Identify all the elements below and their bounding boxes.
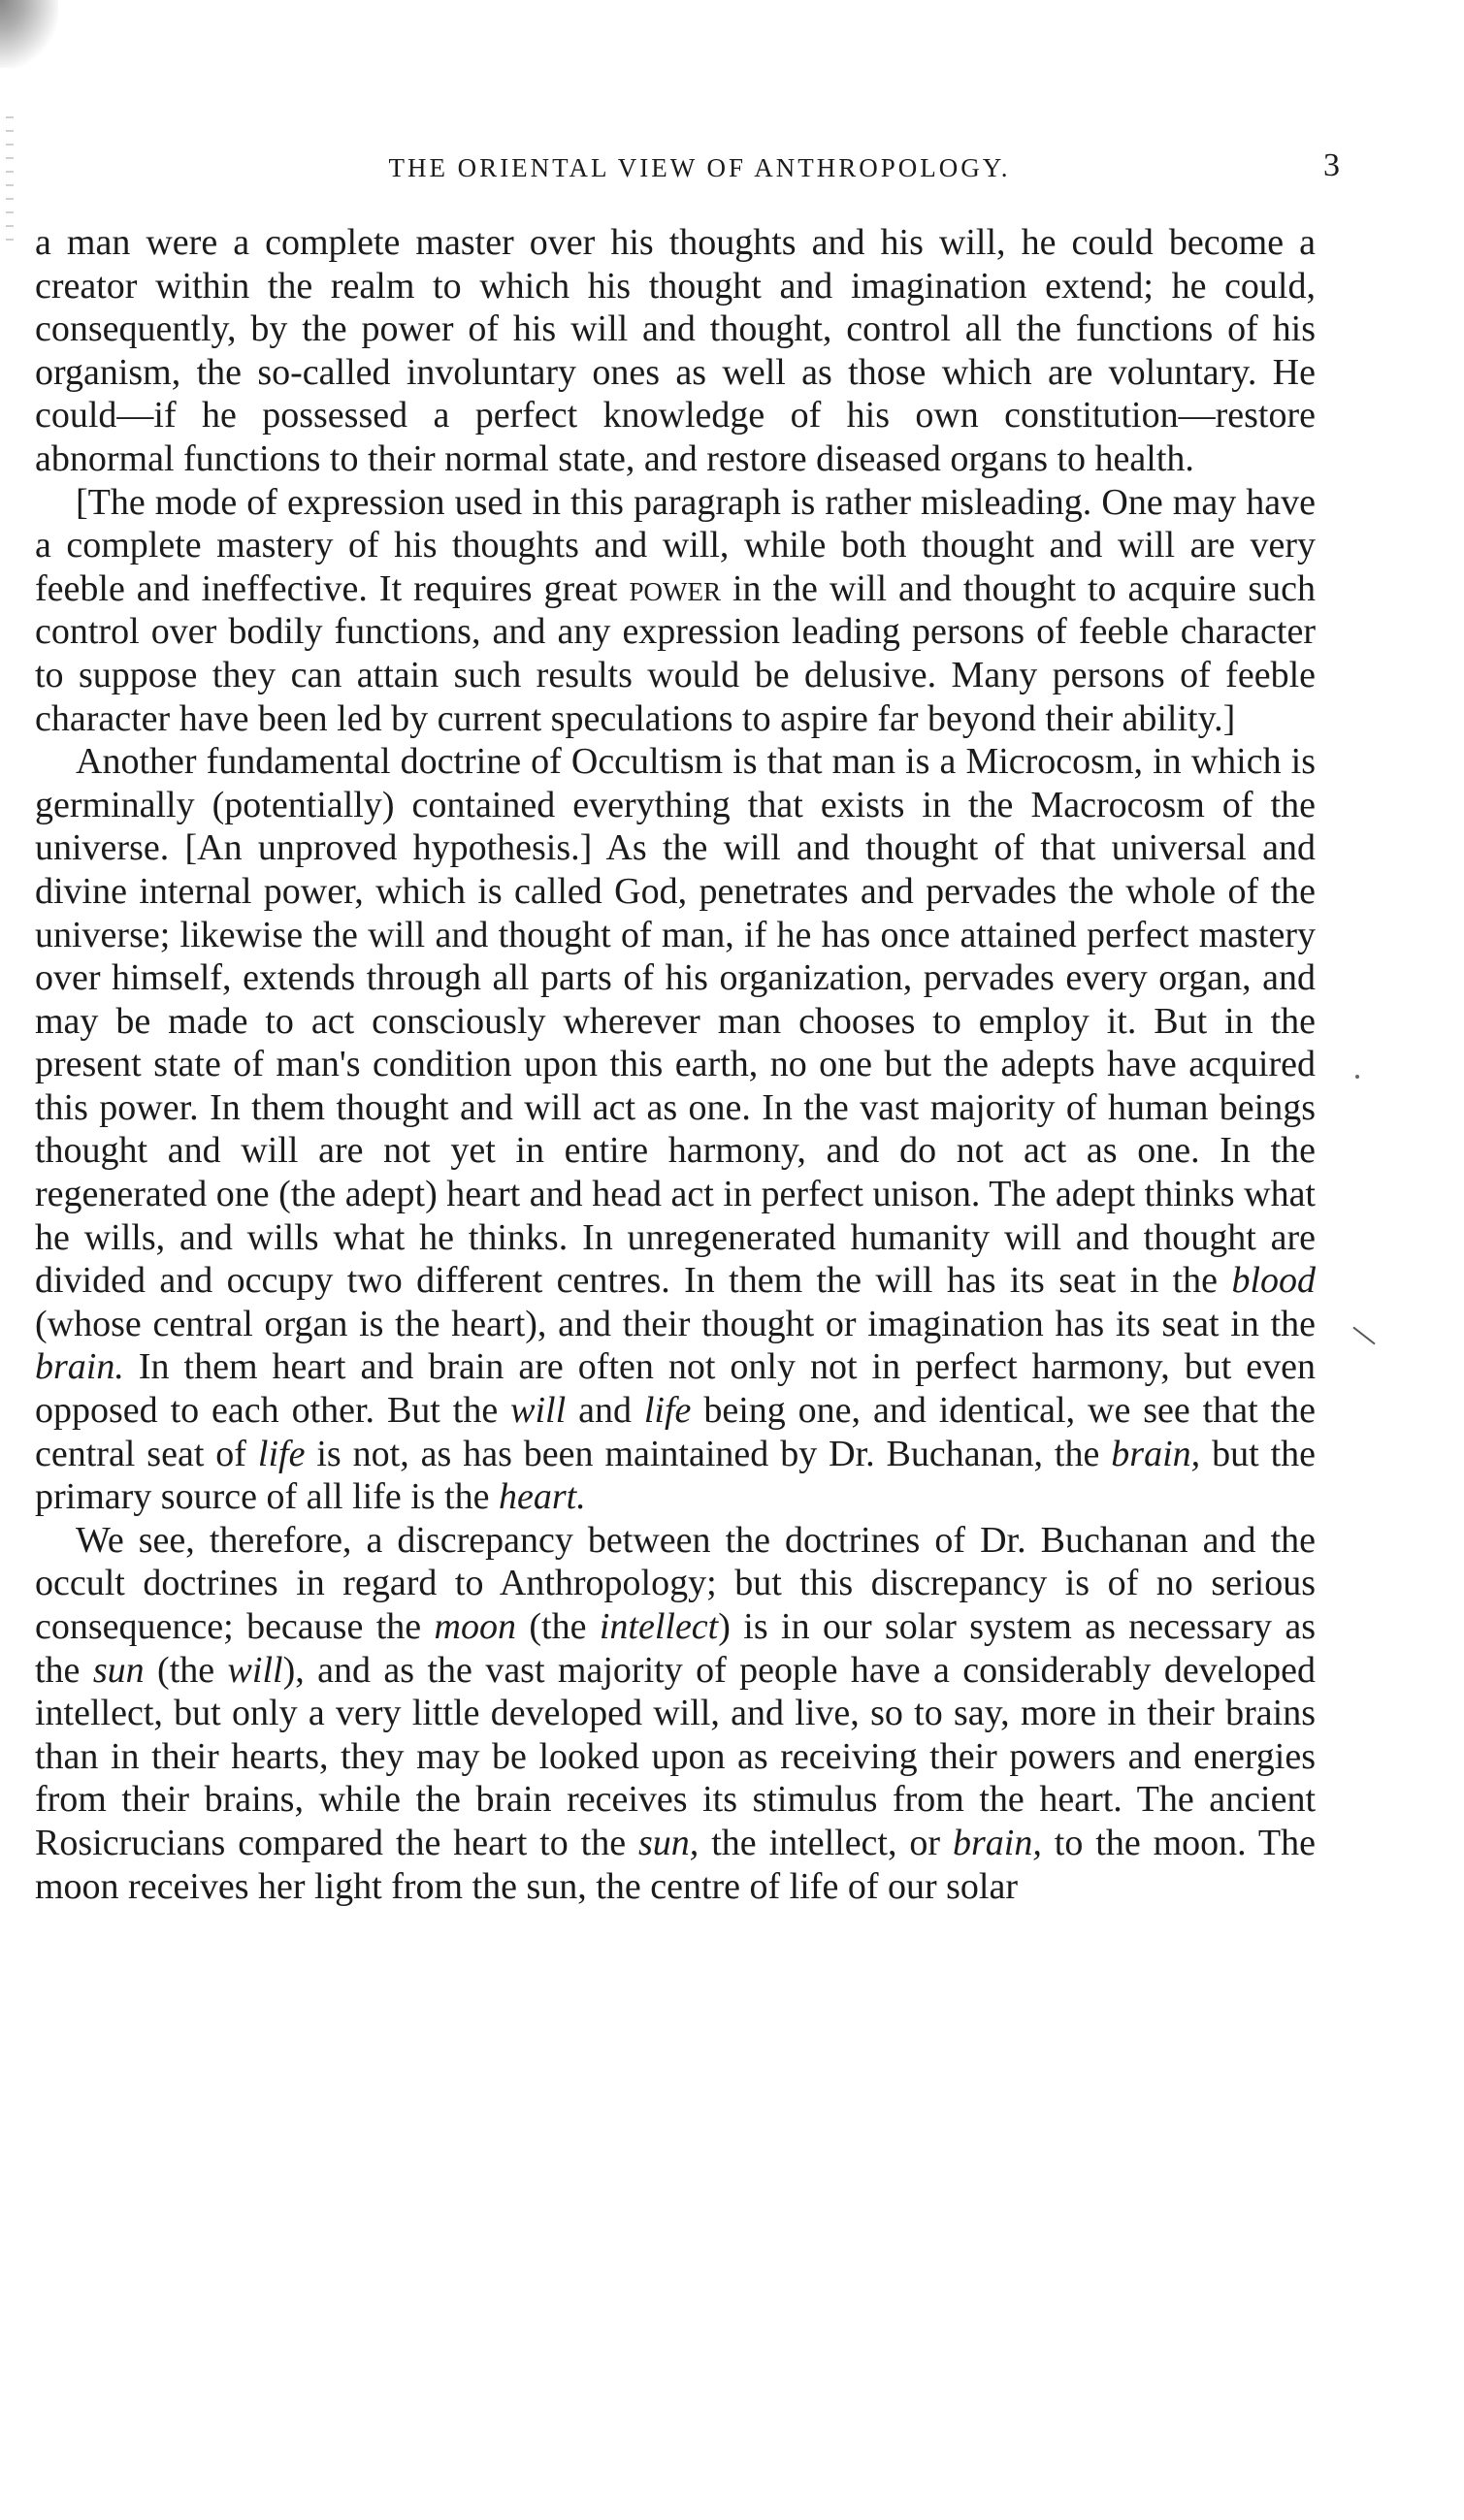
paragraph xyxy=(35,481,1316,741)
paragraph xyxy=(35,221,1316,481)
margin-speck xyxy=(1355,1075,1359,1079)
margin-pencil-mark xyxy=(1352,1327,1375,1345)
emphasized-text: life xyxy=(257,1433,306,1474)
emphasized-text: brain, xyxy=(953,1822,1042,1863)
emphasized-text: brain, xyxy=(1111,1433,1201,1474)
text-run: but the primary source of all life is the xyxy=(35,1433,1316,1518)
text-run: Another fundamental doctrine of Occultism is that man is a Microcosm, in which is germinally (potentially) contained everything that exists in the Macrocosm of the universe. [An unproved hypothesis.] As the will and thought of that universal and divine internal power, which is called God, penetrates and pervades the whole of the universe; likewise the will and thought of man, if he has once attained perfect mastery over himself, extends through all parts of his organization, pervades every organ, and may be made to act consciously wherever man chooses to employ it. But in the present state of man's condition upon this earth, no one but the adepts have acquired this power. In them thought and will act as one. In the vast majority of human beings thought and will are not yet in entire harmony, and do not act as one. In the regenerated one (the adept) heart and head act in perfect unison. The adept thinks what he wills, and wills what he thinks. In unregenerated humanity will and thought are divided and occupy two different centres. In them the will has its seat in the xyxy=(35,741,1316,1302)
emphasized-text: blood xyxy=(1231,1260,1316,1302)
text-run: being one, and identical, we see that the central seat of xyxy=(35,1390,1316,1474)
emphasized-text: sun xyxy=(92,1649,145,1691)
page-number: 3 xyxy=(1323,147,1340,183)
text-run: in the will and thought to acquire such control over bodily functions, and any expression leading persons of feeble character to suppose they can attain such results would be delusive. Many persons of feeble character have been led by current speculations to aspire far beyond their ability.] xyxy=(35,567,1317,739)
running-head: THE ORIENTAL VIEW OF ANTHROPOLOGY. xyxy=(388,153,1011,182)
emphasized-text: heart. xyxy=(499,1476,586,1518)
text-run: [The mode of expression used in this paragraph is rather misleading. One may have a complete mastery of his thoughts and will, while both thought and will are very feeble and ineffective. It requires great xyxy=(35,481,1316,609)
text-run: We see, therefore, a discrepancy between the doctrines of Dr. Buchanan and the occult doctrines in regard to Anthropology; but this discrepancy is of no serious consequence; because the xyxy=(35,1519,1316,1647)
scan-edge-specks xyxy=(6,116,14,252)
text-run: (whose central organ is the heart), and their thought or imagination has its seat in the xyxy=(35,1303,1316,1344)
text-run: and xyxy=(566,1390,644,1432)
paragraph xyxy=(35,740,1316,1519)
body-text xyxy=(35,221,1316,1908)
text-run: In them heart and brain are often not only not in perfect harmony, but even opposed to each other. But the xyxy=(35,1346,1316,1432)
small-caps-text: power xyxy=(629,567,721,609)
emphasized-text: life xyxy=(643,1390,692,1432)
emphasized-text: will xyxy=(510,1390,567,1432)
text-run: ), and as the vast majority of people have a considerably developed intellect, but only a very little developed will, and live, so to say, more in their brains than in their hearts, they may be looked upon as receiving their powers and energies from their brains, while the brain receives its stimulus from the heart. The ancient Rosicrucians compared the heart to the xyxy=(35,1649,1317,1863)
text-run: is not, as has been maintained by Dr. Buchanan, the xyxy=(305,1433,1112,1474)
text-run: (the xyxy=(144,1649,228,1691)
text-run: the intellect, or xyxy=(699,1822,953,1863)
paragraph xyxy=(35,1519,1316,1908)
scan-corner-smudge xyxy=(0,0,58,68)
text-run: ) is in our solar system as necessary as the xyxy=(35,1606,1316,1691)
emphasized-text: intellect xyxy=(599,1606,719,1647)
text-run: to the moon. The moon receives her light from the sun, the centre of life of our solar xyxy=(35,1822,1316,1907)
text-run: a man were a complete master over his thoughts and his will, he could become a creator within the realm to which his thought and imagination extend; he could, consequently, by the power of his will and thought, control all the functions of his organism, the so-called involuntary ones as well as those which are voluntary. He could—if he possessed a perfect knowledge of his own constitution—restore abnormal functions to their normal state, and restore diseased organs to health. xyxy=(35,222,1316,479)
emphasized-text: brain. xyxy=(35,1346,124,1388)
emphasized-text: moon xyxy=(434,1606,516,1647)
emphasized-text: will xyxy=(227,1649,283,1691)
emphasized-text: sun, xyxy=(638,1822,699,1863)
page-header xyxy=(35,147,1340,192)
text-run: (the xyxy=(515,1606,600,1647)
